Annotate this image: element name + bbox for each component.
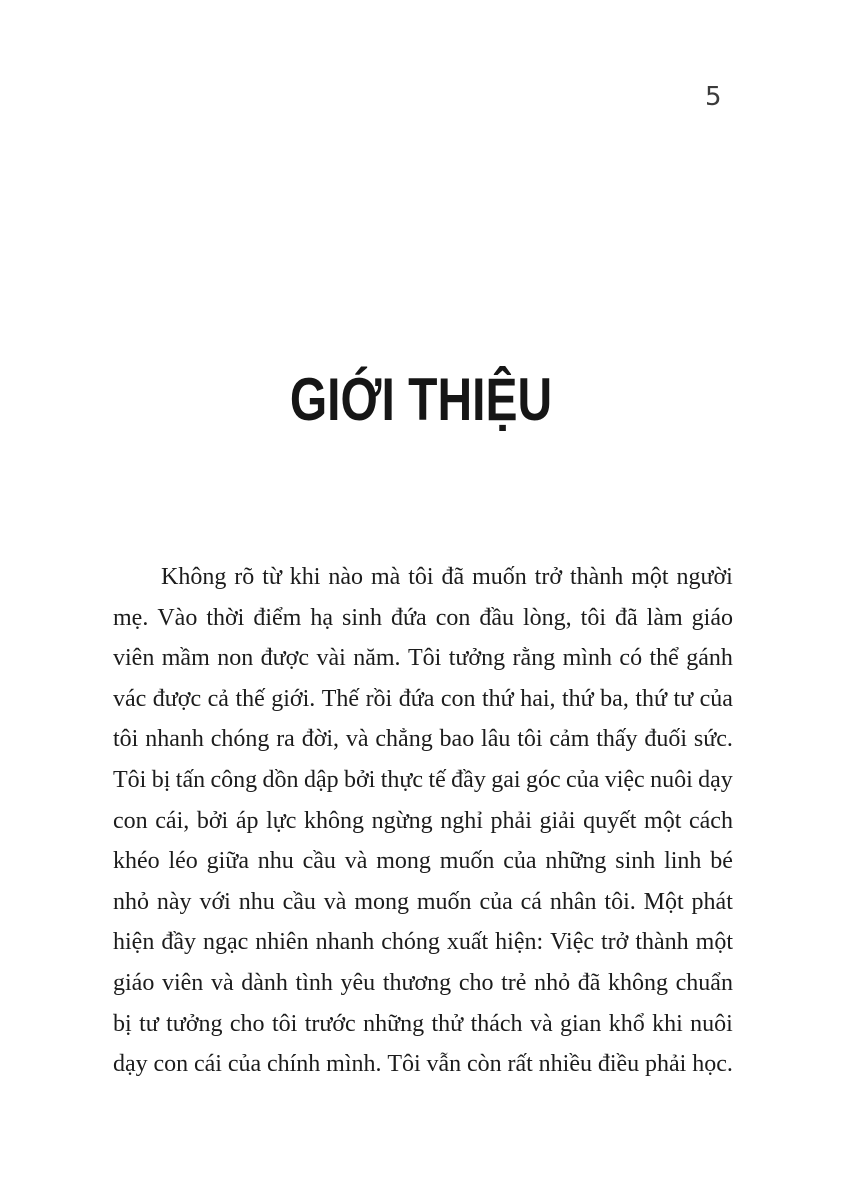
page-number: 5 — [704, 82, 722, 112]
paragraph-line: hiện đầy ngạc nhiên nhanh chóng xuất hiện: Việc trở thành một — [113, 929, 733, 956]
paragraph-line: Không rõ từ khi nào mà tôi đã muốn trở thành một người — [161, 564, 733, 590]
paragraph-line: giáo viên và dành tình yêu thương cho trẻ nhỏ đã không chuẩn — [113, 969, 733, 996]
paragraph-line: con cái, bởi áp lực không ngừng nghỉ phải giải quyết một cách — [113, 807, 733, 834]
paragraph-line: tôi nhanh chóng ra đời, và chẳng bao lâu tôi cảm thấy đuối sức. — [113, 726, 733, 753]
paragraph-line: mẹ. Vào thời điểm hạ sinh đứa con đầu lòng, tôi đã làm giáo — [113, 604, 733, 631]
paragraph-line: nhỏ này với nhu cầu và mong muốn của cá nhân tôi. Một phát — [113, 888, 733, 915]
intro-paragraph — [113, 557, 733, 1085]
paragraph-line: khéo léo giữa nhu cầu và mong muốn của những sinh linh bé — [113, 848, 733, 875]
paragraph-line: Tôi bị tấn công dồn dập bởi thực tế đầy gai góc của việc nuôi dạy — [113, 766, 733, 793]
paragraph-line: dạy con cái của chính mình. Tôi vẫn còn rất nhiều điều phải học. — [113, 1051, 733, 1078]
chapter-title: GIỚI THIỆU — [289, 366, 553, 433]
paragraph-line: viên mầm non được vài năm. Tôi tưởng rằng mình có thể gánh — [113, 645, 733, 672]
paragraph-line: vác được cả thế giới. Thế rồi đứa con thứ hai, thứ ba, thứ tư của — [113, 685, 733, 712]
paragraph-line: bị tư tưởng cho tôi trước những thử thách và gian khổ khi nuôi — [113, 1010, 733, 1037]
